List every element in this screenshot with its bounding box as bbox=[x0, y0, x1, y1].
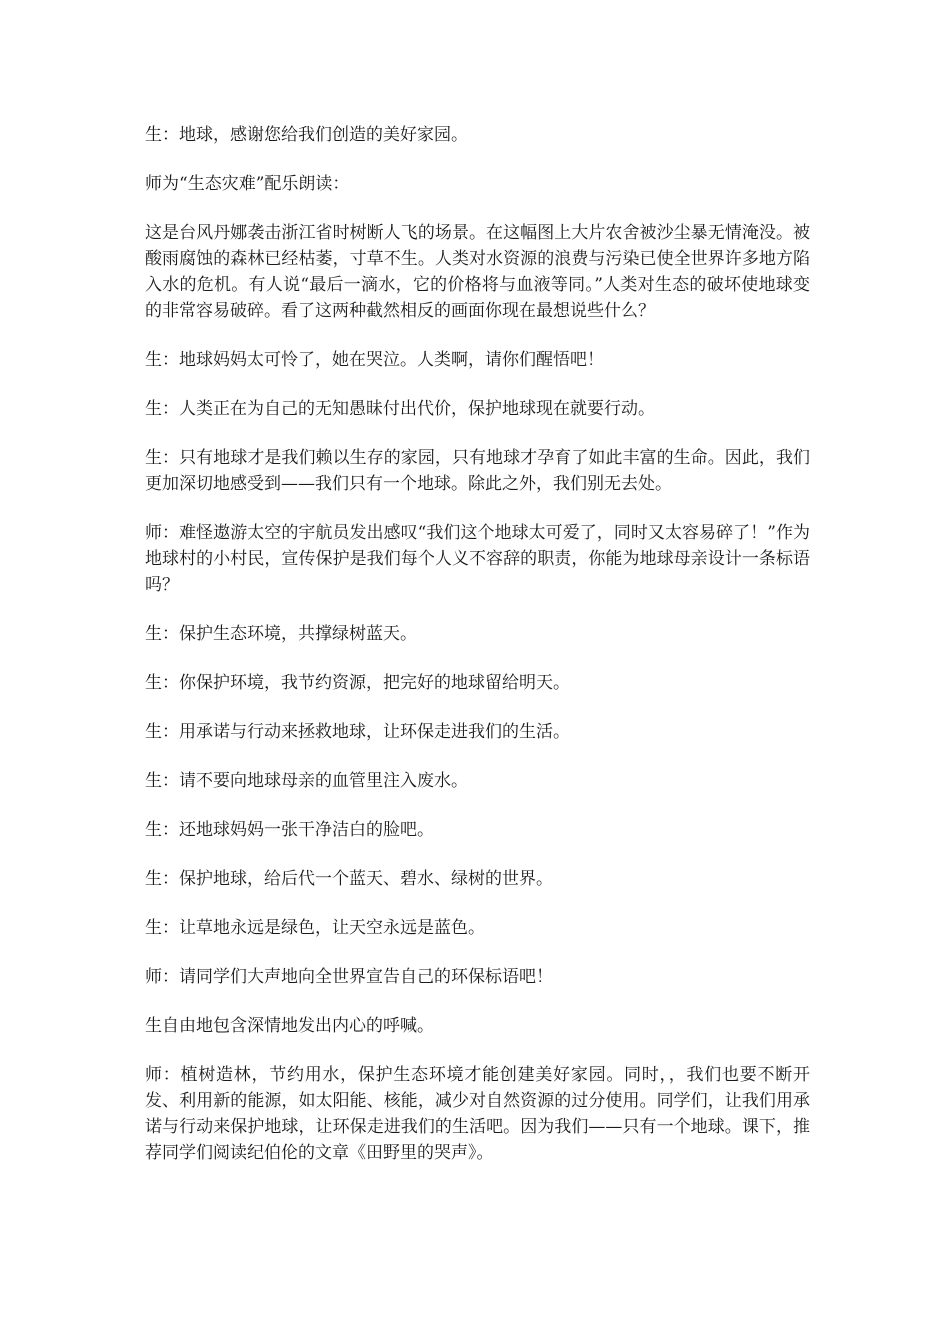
paragraph-slogan-4: 生：请不要向地球母亲的血管里注入废水。 bbox=[145, 771, 468, 791]
paragraph-slogan-3: 生：用承诺与行动来拯救地球，让环保走进我们的生活。 bbox=[145, 722, 570, 742]
paragraph-slogan-6: 生：保护地球，给后代一个蓝天、碧水、绿树的世界。 bbox=[145, 869, 553, 889]
paragraph-students-call-out: 生自由地包含深情地发出内心的呼喊。 bbox=[145, 1016, 434, 1036]
paragraph-teacher-slogan-prompt: 师：难怪遨游太空的宇航员发出感叹“我们这个地球太可爱了，同时又太容易碎了！”作为地球村的小村民，宣传保护是我们每个人义不容辞的职责，你能为地球母亲设计一条标语吗？ bbox=[145, 523, 810, 595]
document-body bbox=[145, 122, 810, 1189]
paragraph-student-response-2: 生：人类正在为自己的无知愚昧付出代价，保护地球现在就要行动。 bbox=[145, 399, 655, 419]
paragraph-slogan-5: 生：还地球妈妈一张干净洁白的脸吧。 bbox=[145, 820, 434, 840]
paragraph-student-response-1: 生：地球妈妈太可怜了，她在哭泣。人类啊，请你们醒悟吧！ bbox=[145, 350, 604, 370]
paragraph-teacher-reading-intro: 师为“生态灾难”配乐朗读： bbox=[145, 174, 350, 194]
paragraph-teacher-announce: 师：请同学们大声地向全世界宣告自己的环保标语吧！ bbox=[145, 967, 553, 987]
paragraph-disaster-narration: 这是台风丹娜袭击浙江省时树断人飞的场景。在这幅图上大片农舍被沙尘暴无情淹没。被酸雨腐蚀的森林已经枯萎，寸草不生。人类对水资源的浪费与污染已使全世界许多地方陷入水的危机。有人说“最后一滴水，它的价格将与血液等同。”人类对生态的破坏使地球变的非常容易破碎。看了这两种截然相反的画面你现在最想说些什么？ bbox=[145, 223, 810, 321]
paragraph-student-thanks: 生：地球，感谢您给我们创造的美好家园。 bbox=[145, 125, 468, 145]
paragraph-student-response-3: 生：只有地球才是我们赖以生存的家园，只有地球才孕育了如此丰富的生命。因此，我们更加深切地感受到——我们只有一个地球。除此之外，我们别无去处。 bbox=[145, 448, 810, 494]
paragraph-slogan-1: 生：保护生态环境，共撑绿树蓝天。 bbox=[145, 624, 417, 644]
paragraph-slogan-7: 生：让草地永远是绿色，让天空永远是蓝色。 bbox=[145, 918, 485, 938]
paragraph-teacher-conclusion: 师：植树造林，节约用水，保护生态环境才能创建美好家园。同时，，我们也要不断开发、利用新的能源，如太阳能、核能，减少对自然资源的过分使用。同学们，让我们用承诺与行动来保护地球，让环保走进我们的生活吧。因为我们——只有一个地球。课下，推荐同学们阅读纪伯伦的文章《田野里的哭声》。 bbox=[145, 1065, 810, 1163]
paragraph-slogan-2: 生：你保护环境，我节约资源，把完好的地球留给明天。 bbox=[145, 673, 570, 693]
